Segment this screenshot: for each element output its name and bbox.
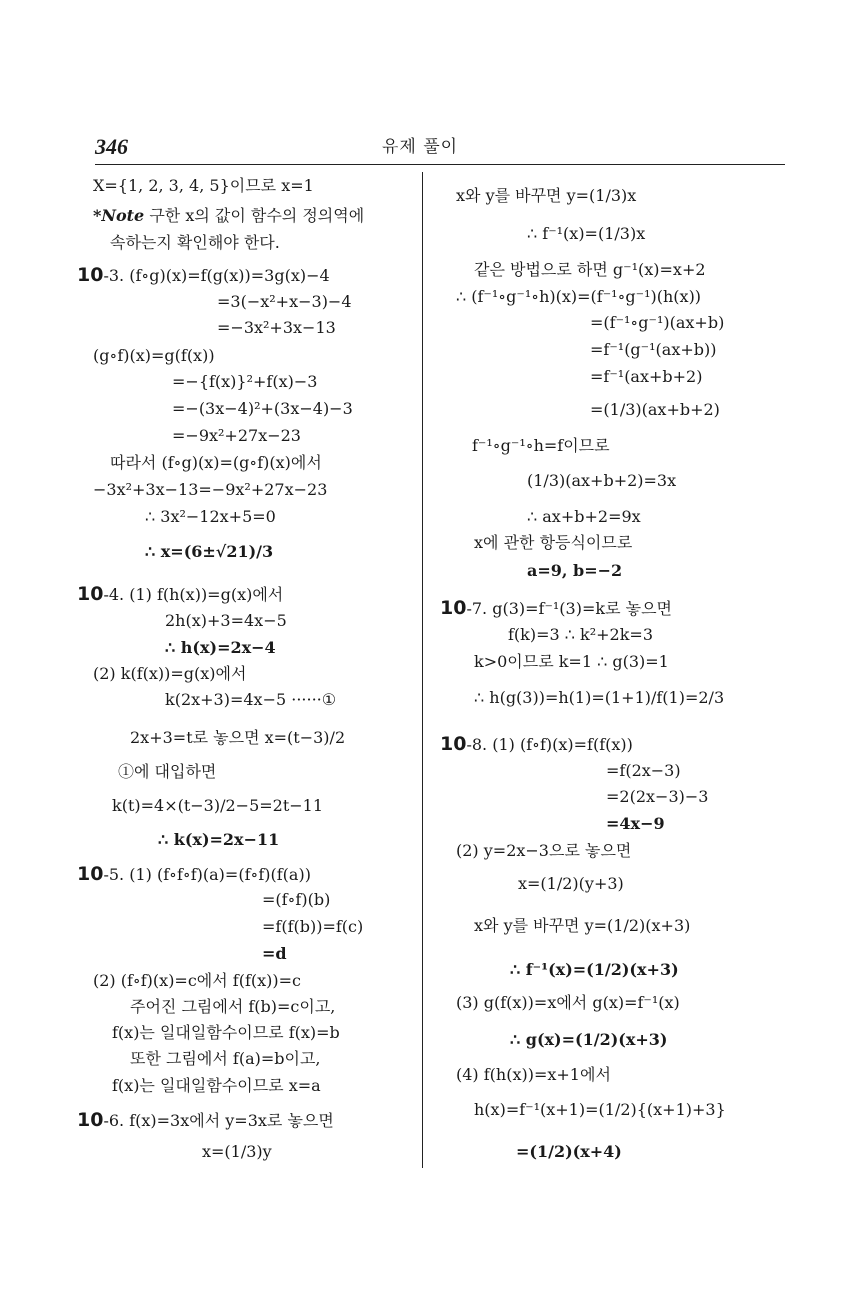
answer-line: ∴ x=(6±√21)/3 xyxy=(145,542,274,561)
solution-line: =f(f(b))=f(c) xyxy=(262,917,364,936)
note-line xyxy=(93,206,364,226)
problem-heading xyxy=(77,864,311,885)
solution-line: =2(2x−3)−3 xyxy=(606,787,709,806)
solution-line: x와 y를 바꾸면 y=(1/3)x xyxy=(456,186,637,205)
solution-line: =3(−x²+x−3)−4 xyxy=(217,292,352,311)
solution-line: ∴ (f⁻¹∘g⁻¹∘h)(x)=(f⁻¹∘g⁻¹)(h(x)) xyxy=(456,287,702,306)
solution-line: =f(2x−3) xyxy=(606,761,681,780)
problem-first-line: -8. (1) (f∘f)(x)=f(f(x)) xyxy=(466,735,633,754)
problem-number: 10 xyxy=(440,597,467,619)
solution-line: (3) g(f(x))=x에서 g(x)=f⁻¹(x) xyxy=(456,993,680,1012)
solution-line: =−{f(x)}²+f(x)−3 xyxy=(172,372,318,391)
solution-line: ∴ 3x²−12x+5=0 xyxy=(145,507,276,526)
answer-line: ∴ g(x)=(1/2)(x+3) xyxy=(510,1030,668,1049)
solution-line: 2x+3=t로 놓으면 x=(t−3)/2 xyxy=(130,728,346,747)
solution-line: X={1, 2, 3, 4, 5}이므로 x=1 xyxy=(93,176,314,195)
solution-line: f(x)는 일대일함수이므로 f(x)=b xyxy=(112,1023,340,1042)
solution-line: x와 y를 바꾸면 y=(1/2)(x+3) xyxy=(474,916,691,935)
solution-line: 2h(x)+3=4x−5 xyxy=(165,611,287,630)
answer-line: ∴ h(x)=2x−4 xyxy=(165,638,276,657)
solution-line: (2) k(f(x))=g(x)에서 xyxy=(93,664,247,683)
solution-line: x=(1/3)y xyxy=(202,1142,272,1161)
solution-line: (1/3)(ax+b+2)=3x xyxy=(527,471,677,490)
page-number: 346 xyxy=(95,134,128,159)
answer-line: a=9, b=−2 xyxy=(527,561,623,580)
solution-line: ∴ f⁻¹(x)=(1/3)x xyxy=(527,224,646,243)
solution-line: (g∘f)(x)=g(f(x)) xyxy=(93,346,215,365)
page-title: 유제 풀이 xyxy=(382,137,459,157)
problem-number: 10 xyxy=(77,264,104,286)
solution-line: =(f∘f)(b) xyxy=(262,890,331,909)
answer-line: ∴ h(g(3))=h(1)=(1+1)/f(1)=2/3 xyxy=(474,688,725,707)
solution-line: (2) y=2x−3으로 놓으면 xyxy=(456,841,632,860)
solution-line: =(1/3)(ax+b+2) xyxy=(590,400,720,419)
solution-line: h(x)=f⁻¹(x+1)=(1/2){(x+1)+3} xyxy=(474,1100,726,1119)
solution-line: =(f⁻¹∘g⁻¹)(ax+b) xyxy=(590,313,725,332)
problem-first-line: -7. g(3)=f⁻¹(3)=k로 놓으면 xyxy=(466,599,672,618)
solution-line: f(k)=3 ∴ k²+2k=3 xyxy=(508,625,654,644)
solution-line: ∴ ax+b+2=9x xyxy=(527,507,641,526)
column-divider xyxy=(422,172,423,1168)
solution-line: =f⁻¹(g⁻¹(ax+b)) xyxy=(590,340,717,359)
note-label: *Note xyxy=(93,206,145,225)
problem-number: 10 xyxy=(77,1109,104,1131)
answer-line: ∴ f⁻¹(x)=(1/2)(x+3) xyxy=(510,960,679,979)
answer-line: =(1/2)(x+4) xyxy=(516,1142,622,1161)
answer-line: ∴ k(x)=2x−11 xyxy=(158,830,280,849)
answer-line: =4x−9 xyxy=(606,814,665,833)
problem-heading xyxy=(440,598,672,619)
problem-first-line: -5. (1) (f∘f∘f)(a)=(f∘f)(f(a)) xyxy=(103,865,311,884)
solution-line: =−3x²+3x−13 xyxy=(217,318,336,337)
problem-number: 10 xyxy=(440,733,467,755)
problem-heading xyxy=(440,734,633,755)
solution-line: k(2x+3)=4x−5 ······① xyxy=(165,690,337,709)
header-divider xyxy=(95,164,785,165)
solution-line: (2) (f∘f)(x)=c에서 f(f(x))=c xyxy=(93,971,301,990)
note-line: 속하는지 확인해야 한다. xyxy=(110,233,280,252)
problem-number: 10 xyxy=(77,583,104,605)
note-text: 구한 x의 값이 함수의 정의역에 xyxy=(144,206,365,225)
solution-line: 같은 방법으로 하면 g⁻¹(x)=x+2 xyxy=(474,260,706,279)
solution-line: 주어진 그림에서 f(b)=c이고, xyxy=(130,997,336,1016)
solution-line: x=(1/2)(y+3) xyxy=(518,874,624,893)
solution-line: =−(3x−4)²+(3x−4)−3 xyxy=(172,399,353,418)
solution-line: 또한 그림에서 f(a)=b이고, xyxy=(130,1049,321,1068)
solution-line: (4) f(h(x))=x+1에서 xyxy=(456,1065,611,1084)
solution-line: f⁻¹∘g⁻¹∘h=f이므로 xyxy=(472,436,610,455)
problem-number: 10 xyxy=(77,863,104,885)
problem-first-line: -3. (f∘g)(x)=f(g(x))=3g(x)−4 xyxy=(103,266,330,285)
problem-heading xyxy=(77,265,330,286)
problem-first-line: -6. f(x)=3x에서 y=3x로 놓으면 xyxy=(103,1111,334,1130)
solution-line: ①에 대입하면 xyxy=(118,762,217,781)
solution-line: =f⁻¹(ax+b+2) xyxy=(590,367,703,386)
answer-line: =d xyxy=(262,944,287,963)
problem-heading xyxy=(77,584,283,605)
problem-heading xyxy=(77,1110,334,1131)
solution-line: x에 관한 항등식이므로 xyxy=(474,533,633,552)
solution-line: −3x²+3x−13=−9x²+27x−23 xyxy=(93,480,328,499)
problem-first-line: -4. (1) f(h(x))=g(x)에서 xyxy=(103,585,284,604)
solution-line: f(x)는 일대일함수이므로 x=a xyxy=(112,1076,321,1095)
solution-line: k>0이므로 k=1 ∴ g(3)=1 xyxy=(474,652,669,671)
solution-line: =−9x²+27x−23 xyxy=(172,426,301,445)
solution-line: 따라서 (f∘g)(x)=(g∘f)(x)에서 xyxy=(110,453,322,472)
solution-line: k(t)=4×(t−3)/2−5=2t−11 xyxy=(112,796,324,815)
